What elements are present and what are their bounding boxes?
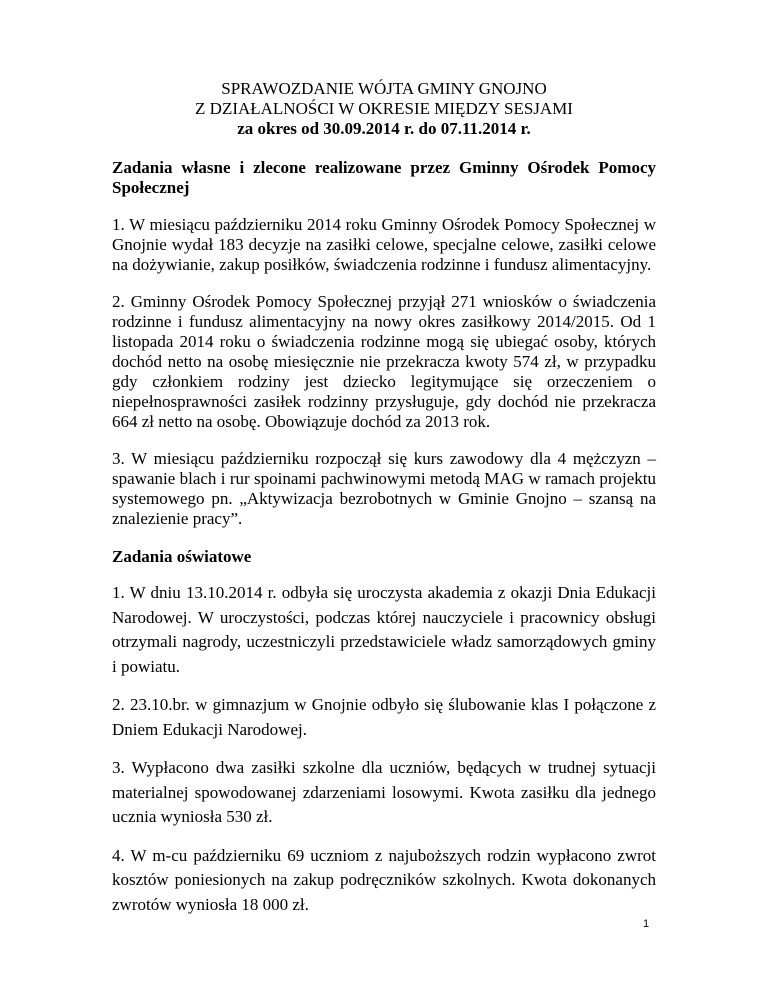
education-paragraph-4: 4. W m-cu październiku 69 uczniom z najuboższych rodzin wypłacono zwrot kosztów poniesionych na zakup podręczników szkolnych. Kwota dokonanych zwrotów wyniosła 18 000 zł. [112, 845, 656, 914]
social-paragraph-2: 2. Gminny Ośrodek Pomocy Społecznej przyjął 271 wniosków o świadczenia rodzinne i fundusz alimentacyjny na nowy okres zasiłkowy 2014/2015. Od 1 listopada 2014 roku o świadczenia rodzinne mogą się ubiegać osoby, których dochód netto na osobę miesięcznie nie przekracza kwoty 574 zł, w przypadku gdy członkiem rodziny jest dziecko legitymujące się orzeczeniem o niepełnosprawności zasiłek rodzinny przysługuje, gdy dochód nie przekracza 664 zł netto na osobę. Obowiązuje dochód za 2013 rok. [112, 292, 656, 431]
section-heading-education: Zadania oświatowe [112, 547, 252, 566]
document-page [112, 79, 656, 917]
title-line-2: Z DZIAŁALNOŚCI W OKRESIE MIĘDZY SESJAMI [195, 99, 573, 118]
social-paragraph-3: 3. W miesiącu październiku rozpoczął się kurs zawodowy dla 4 mężczyzn – spawanie blach i rur spoinami pachwinowymi metodą MAG w ramach projektu systemowego pn. „Aktywizacja bezrobotnych w Gminie Gnojno – szansą na znalezienie pracy”. [112, 449, 656, 528]
education-paragraph-1: 1. W dniu 13.10.2014 r. odbyła się uroczysta akademia z okazji Dnia Edukacji Narodowej. W uroczystości, podczas której nauczyciele i pracownicy obsługi otrzymali nagrody, uczestniczyli przedstawiciele władz samorządowych gminy i powiatu. [112, 583, 656, 676]
title-line-1: SPRAWOZDANIE WÓJTA GMINY GNOJNO [221, 79, 547, 98]
page-number: 1 [643, 918, 650, 930]
social-paragraph-1: 1. W miesiącu październiku 2014 roku Gminny Ośrodek Pomocy Społecznej w Gnojnie wydał 183 decyzje na zasiłki celowe, specjalne celowe, zasiłki celowe na dożywianie, zakup posiłków, świadczenia rodzinne i fundusz alimentacyjny. [112, 215, 656, 274]
education-paragraph-3: 3. Wypłacono dwa zasiłki szkolne dla uczniów, będących w trudnej sytuacji materialnej spowodowanej zdarzeniami losowymi. Kwota zasiłku dla jednego ucznia wyniosła 530 zł. [112, 758, 656, 826]
title-period: za okres od 30.09.2014 r. do 07.11.2014 r. [237, 119, 531, 138]
document-title [112, 79, 656, 139]
education-paragraph-2: 2. 23.10.br. w gimnazjum w Gnojnie odbyło się ślubowanie klas I połączone z Dniem Edukacji Narodowej. [112, 695, 656, 739]
section-heading-social: Zadania własne i zlecone realizowane przez Gminny Ośrodek Pomocy Społecznej [112, 158, 656, 197]
